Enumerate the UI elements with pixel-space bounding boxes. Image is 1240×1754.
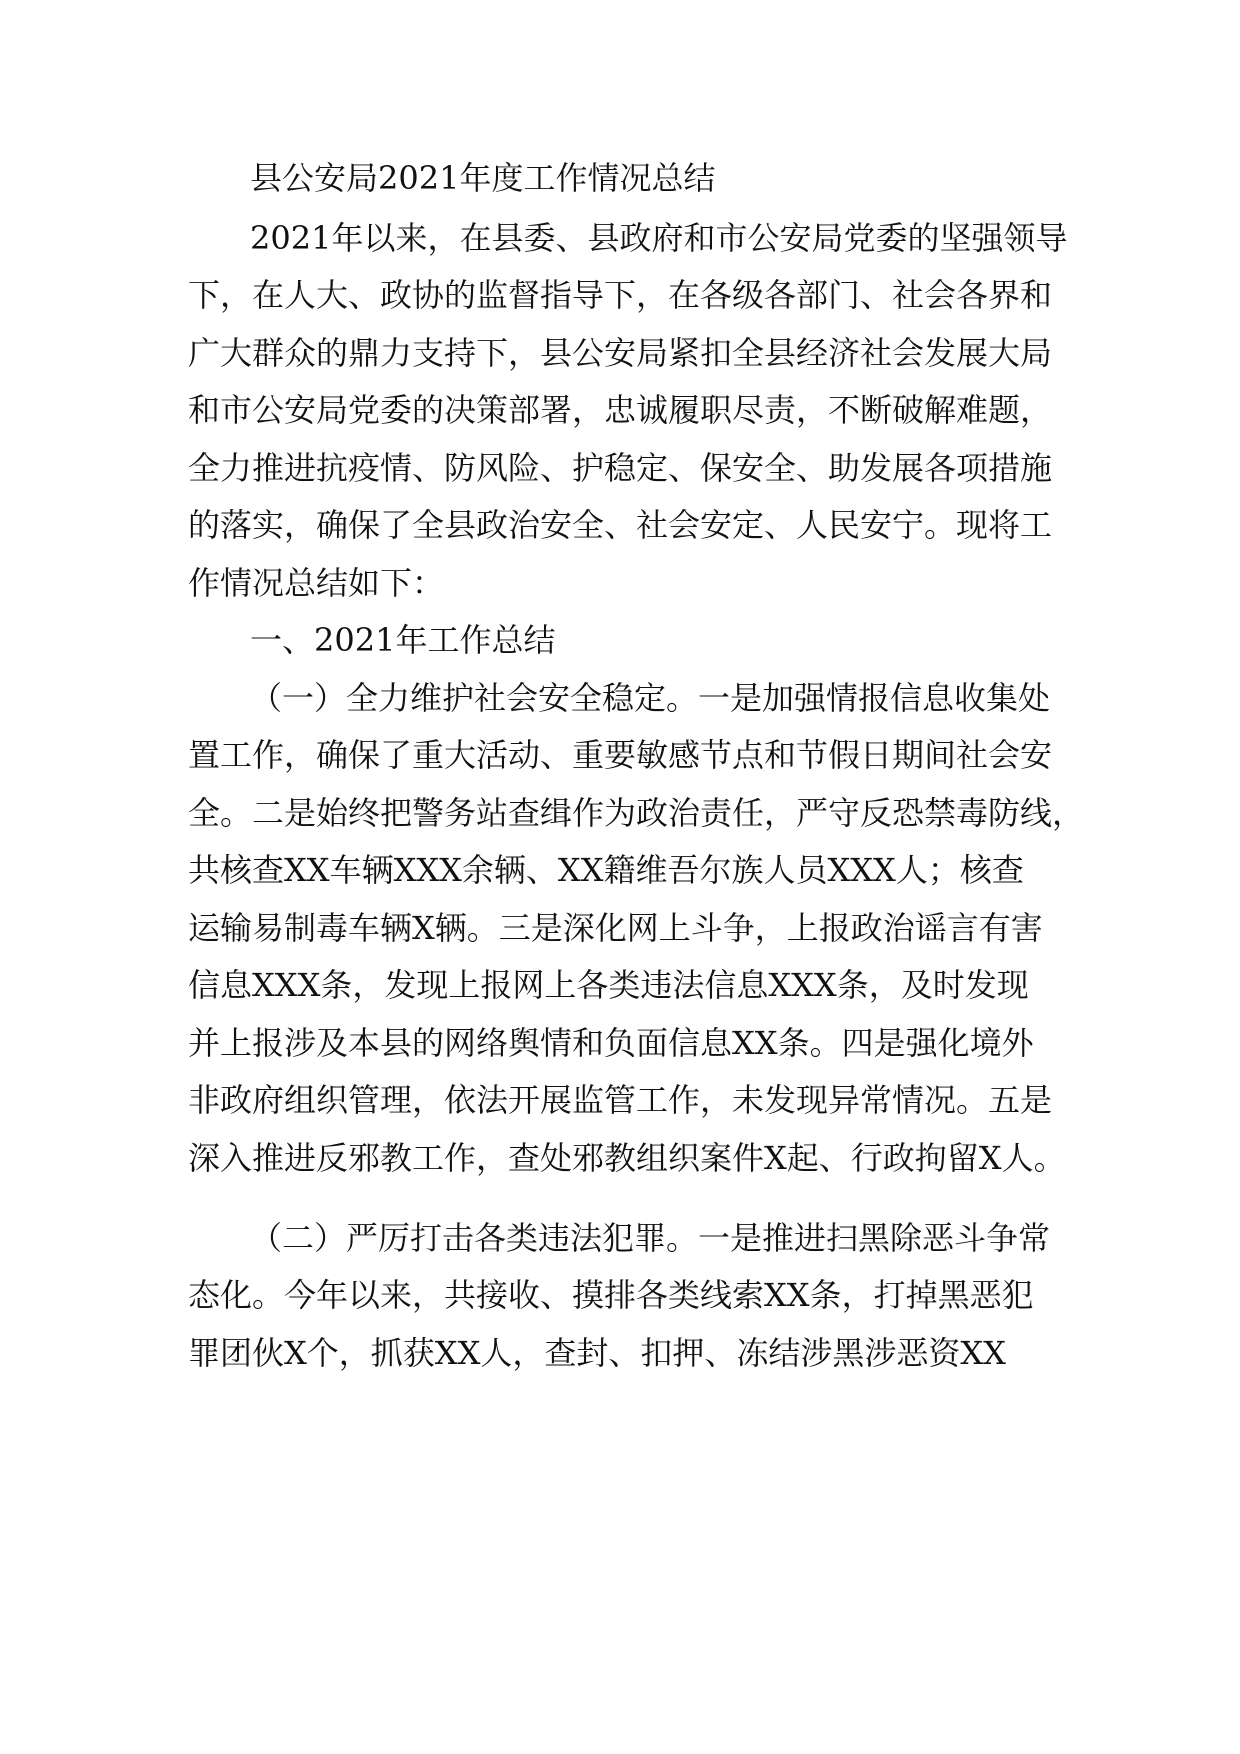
subsection-1-line-8: 非政府组织管理，依法开展监管工作，未发现异常情况。五是 xyxy=(188,1081,1053,1119)
section-heading: 一、2021年工作总结 xyxy=(250,621,556,659)
document-title: 县公安局2021年度工作情况总结 xyxy=(250,159,716,197)
subsection-1-line-2: 置工作，确保了重大活动、重要敏感节点和节假日期间社会安 xyxy=(188,736,1053,774)
intro-line-6: 的落实，确保了全县政治安全、社会安定、人民安宁。现将工 xyxy=(188,506,1053,544)
subsection-1-line-4: 共核查XX车辆XXX余辆、XX籍维吾尔族人员XXX人；核查 xyxy=(188,851,1024,889)
subsection-1-line-5: 运输易制毒车辆X辆。三是深化网上斗争，上报政治谣言有害 xyxy=(188,909,1043,947)
subsection-2-line-2: 态化。今年以来，共接收、摸排各类线索XX条，打掉黑恶犯 xyxy=(188,1276,1034,1314)
intro-line-3: 广大群众的鼎力支持下，县公安局紧扣全县经济社会发展大局 xyxy=(188,334,1053,372)
intro-line-1: 2021年以来，在县委、县政府和市公安局党委的坚强领导 xyxy=(250,219,1068,257)
intro-line-5: 全力推进抗疫情、防风险、护稳定、保安全、助发展各项措施 xyxy=(188,449,1053,487)
intro-line-4: 和市公安局党委的决策部署，忠诚履职尽责，不断破解难题， xyxy=(188,391,1053,429)
subsection-2-line-1: （二）严厉打击各类违法犯罪。一是推进扫黑除恶斗争常 xyxy=(250,1219,1051,1257)
subsection-1-line-6: 信息XXX条，发现上报网上各类违法信息XXX条，及时发现 xyxy=(188,966,1029,1004)
subsection-1-line-1: （一）全力维护社会安全稳定。一是加强情报信息收集处 xyxy=(250,679,1051,717)
subsection-1-line-9: 深入推进反邪教工作，查处邪教组织案件X起、行政拘留X人。 xyxy=(188,1139,1066,1177)
intro-line-7: 作情况总结如下： xyxy=(188,564,445,602)
subsection-1-line-7: 并上报涉及本县的网络舆情和负面信息XX条。四是强化境外 xyxy=(188,1024,1034,1062)
subsection-2-line-3: 罪团伙X个，抓获XX人，查封、扣押、冻结涉黑涉恶资XX xyxy=(188,1334,1006,1372)
subsection-1-line-3: 全。二是始终把警务站查缉作为政治责任，严守反恐禁毒防线， xyxy=(188,794,1085,832)
intro-line-2: 下，在人大、政协的监督指导下，在各级各部门、社会各界和 xyxy=(188,276,1053,314)
